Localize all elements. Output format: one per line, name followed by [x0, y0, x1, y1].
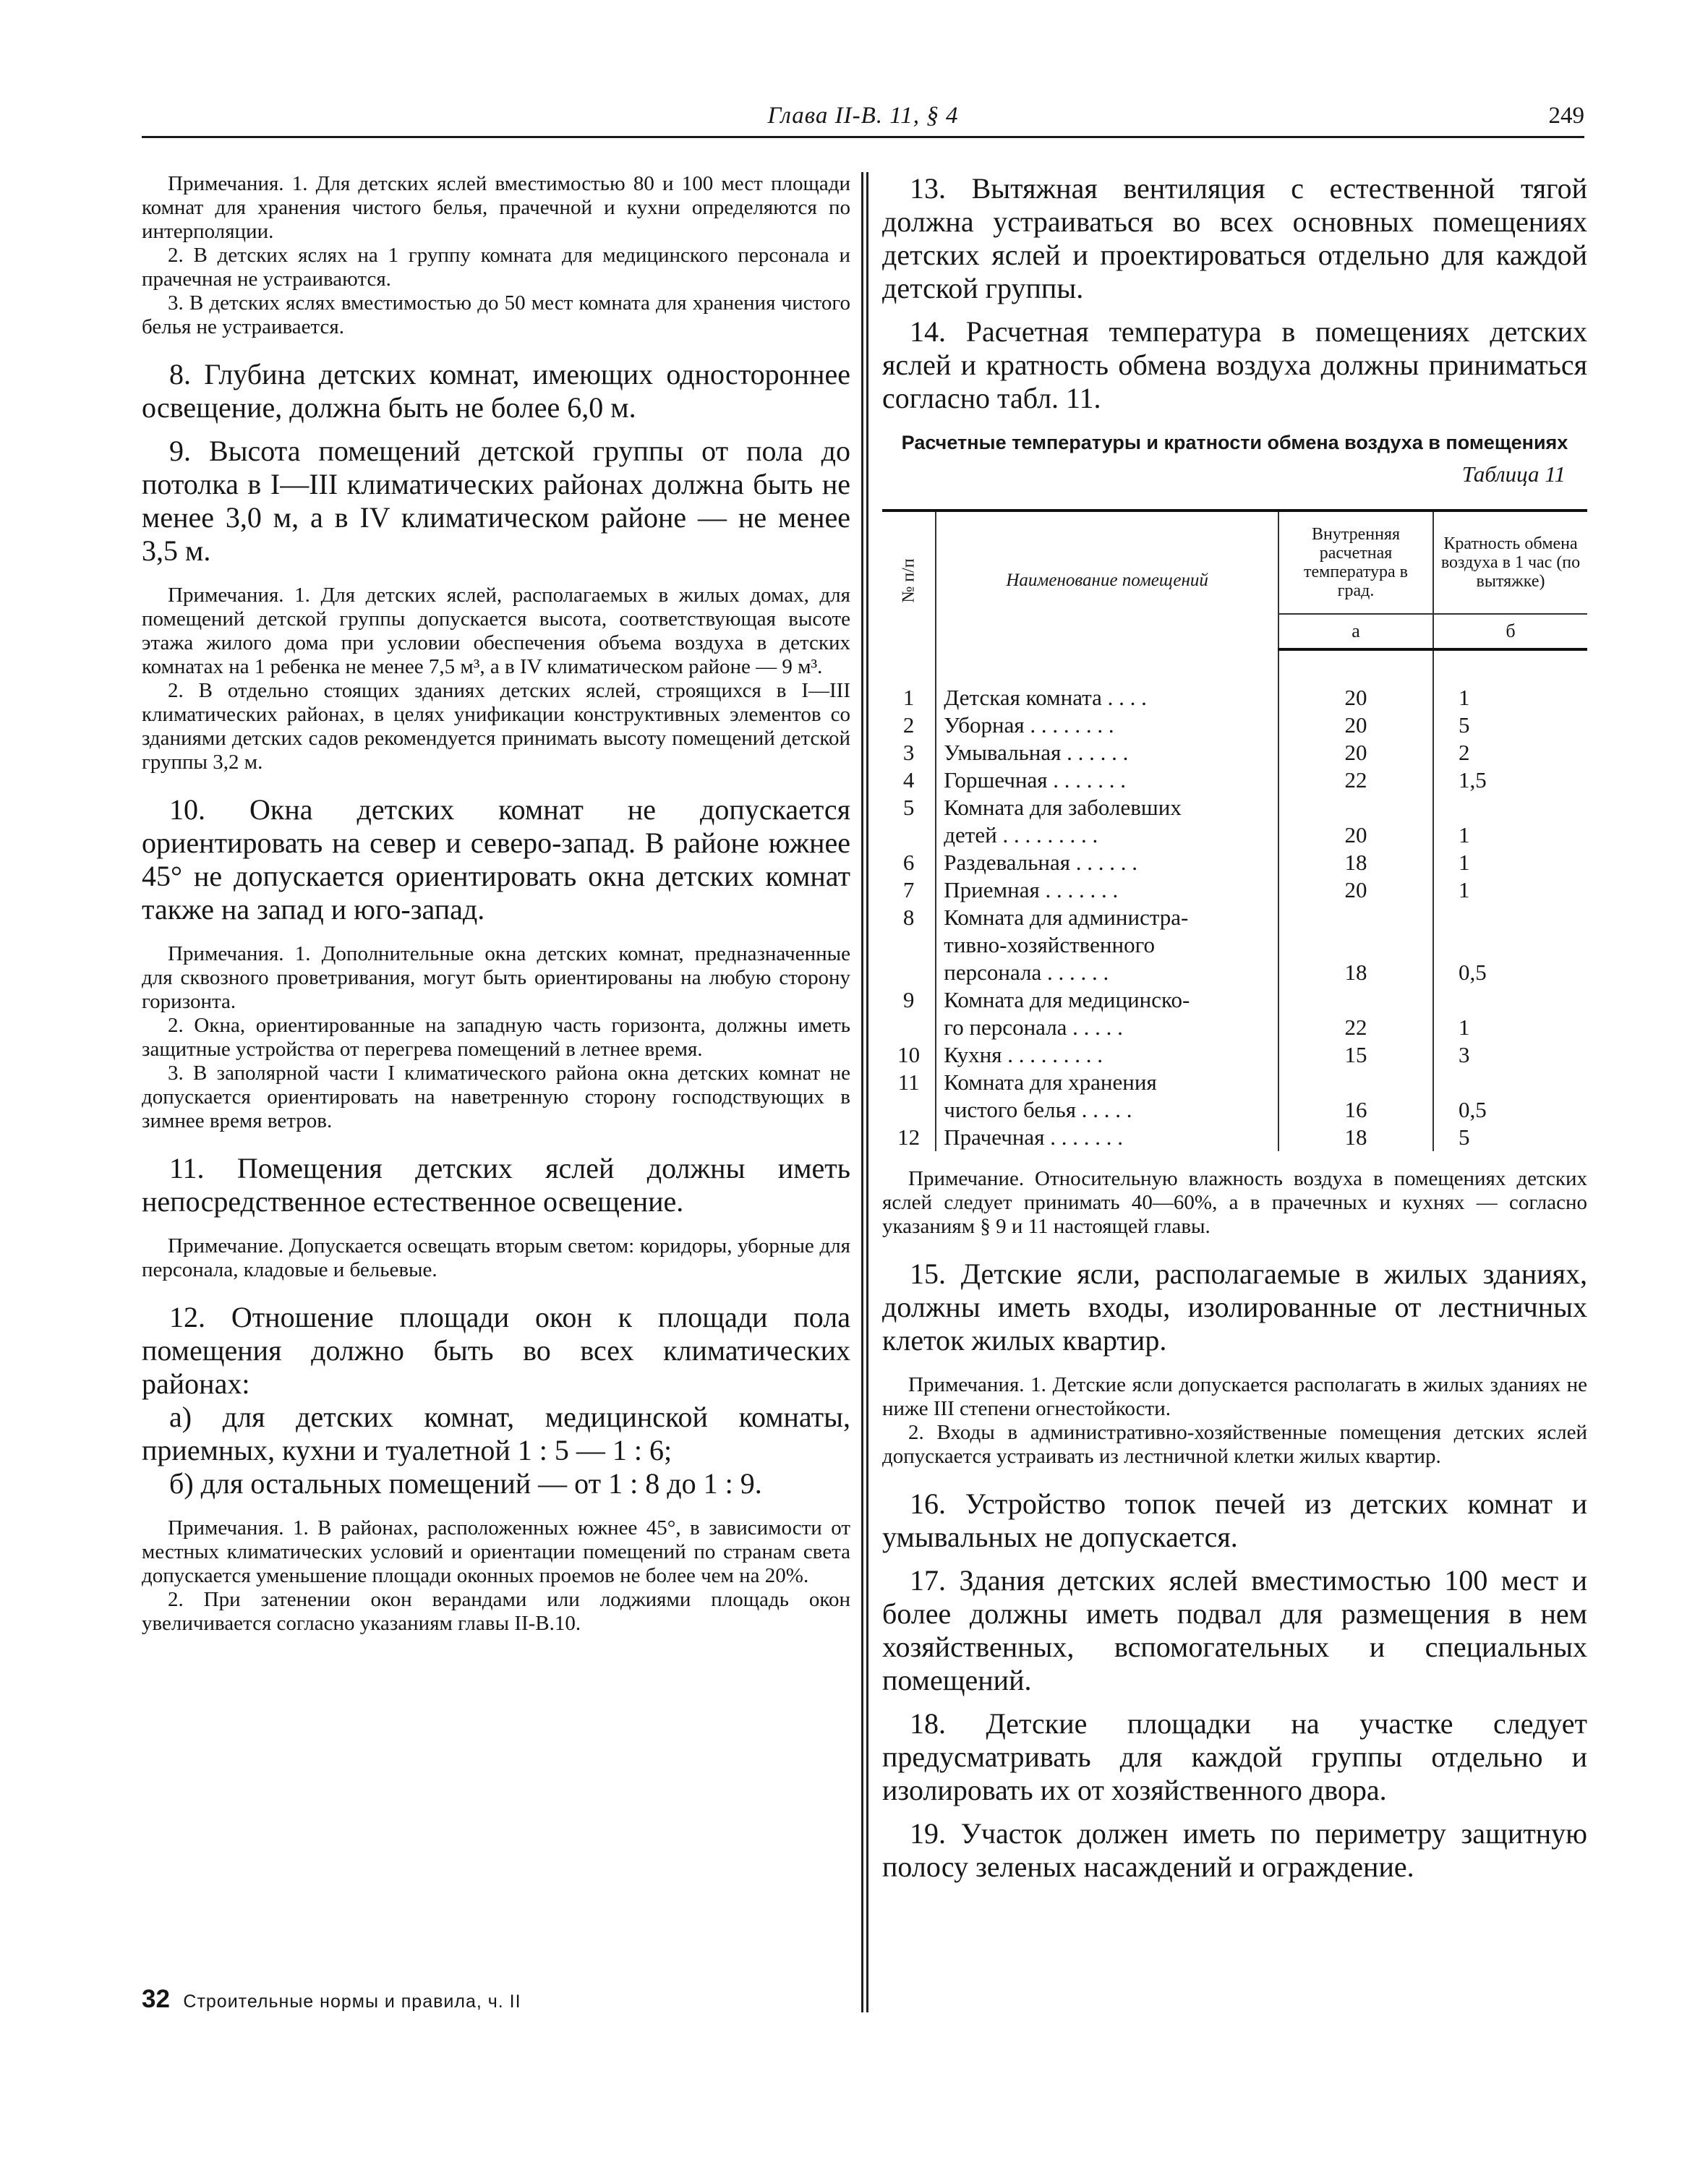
paragraph-8: 8. Глубина детских комнат, имеющих одностороннее освещение, должна быть не более 6,0 м.	[142, 358, 850, 424]
note-text: 2. Окна, ориентированные на западную часть горизонта, должны иметь защитные устройства от перегрева помещений в летнее время.	[142, 1014, 850, 1061]
row-exchange-rate: 0,5	[1459, 960, 1487, 985]
paragraph-12b: б) для остальных помещений — от 1 : 8 до 1 : 9.	[169, 1467, 762, 1500]
row-name: Комната для заболевших	[936, 794, 1278, 821]
table-row	[882, 849, 1587, 876]
row-name: Горшечная . . . . . . .	[936, 766, 1278, 794]
row-exchange-rate	[1433, 794, 1587, 821]
row-exchange-rate	[1433, 904, 1587, 931]
row-number: 9	[882, 986, 936, 1014]
notes-block-15	[882, 1373, 1587, 1469]
note-text: Примечания. 1. Для детских яслей вместимостью 80 и 100 мест площади комнат для хранения чистого белья, прачечной и кухни определяются по интерполяции.	[142, 172, 850, 243]
row-temperature: 18	[1278, 849, 1433, 876]
note-text: Примечания. 1. Для детских яслей, располагаемых в жилых домах, для помещений детской группы допускается высота, соответствующая высоте этажа жилого дома при условии обеспечения объема воздуха в детских комнатах на 1 ребенка не менее 7,5 м³, а в IV климатическом районе — 9 м³.	[142, 584, 850, 678]
notes-block-10	[142, 942, 850, 1133]
table-row	[882, 821, 1587, 849]
row-number	[882, 1096, 936, 1124]
column-subheader-b: б	[1433, 614, 1587, 649]
row-number	[882, 1014, 936, 1041]
right-column	[882, 172, 1587, 1894]
table-row	[882, 931, 1587, 959]
note-text: Примечания. 1. В районах, расположенных южнее 45°, в зависимости от местных климатических условий и ориентации помещений по странам света допускается уменьшение площади оконных проемов не более чем на 20%.	[142, 1516, 850, 1587]
row-exchange-rate: 1	[1459, 1015, 1470, 1040]
note-text: Примечание. Допускается освещать вторым светом: коридоры, уборные для персонала, кладовые и бельевые.	[142, 1234, 850, 1281]
row-exchange-rate: 1	[1459, 822, 1470, 847]
row-exchange-rate: 2	[1459, 740, 1470, 765]
row-name: тивно-хозяйственного	[936, 931, 1278, 959]
row-name: Уборная . . . . . . . .	[936, 712, 1278, 739]
row-number: 6	[882, 849, 936, 876]
row-name: Кухня . . . . . . . . .	[936, 1041, 1278, 1069]
row-temperature	[1278, 931, 1433, 959]
column-divider-right	[866, 172, 868, 2012]
row-exchange-rate	[1433, 931, 1587, 959]
column-header-exchange-rate: Кратность обмена воздуха в 1 час (по вытяжке)	[1433, 511, 1587, 614]
row-exchange-rate: 3	[1459, 1042, 1470, 1067]
row-temperature: 22	[1278, 766, 1433, 794]
row-number: 10	[882, 1041, 936, 1069]
row-temperature: 22	[1278, 1014, 1433, 1041]
row-name: персонала . . . . . .	[936, 959, 1278, 986]
column-header-name: Наименование помещений	[936, 511, 1278, 649]
row-number: 8	[882, 904, 936, 931]
row-temperature: 18	[1278, 959, 1433, 986]
row-name: Раздевальная . . . . . .	[936, 849, 1278, 876]
row-name: Умывальная . . . . . .	[936, 739, 1278, 766]
paragraph-9: 9. Высота помещений детской группы от пола до потолка в I—III климатических районах должна быть не менее 3,0 м, а в IV климатическом районе — не менее 3,5 м.	[142, 435, 850, 567]
row-exchange-rate: 1	[1459, 877, 1470, 902]
paragraph-17: 17. Здания детских яслей вместимостью 100 мест и более должны иметь подвал для размещения в нем хозяйственных, вспомогательных и специальных помещений.	[882, 1564, 1587, 1696]
paragraph-11: 11. Помещения детских яслей должны иметь непосредственное естественное освещение.	[142, 1152, 850, 1218]
footer-number: 32	[142, 1985, 170, 2013]
note-text: Примечания. 1. Детские ясли допускается располагать в жилых зданиях не ниже III степени огнестойкости.	[882, 1373, 1587, 1420]
row-name: Комната для медицинско-	[936, 986, 1278, 1014]
note-text: 2. Входы в административно-хозяйственные помещения детских яслей допускается устраивать из лестничной клетки жилых квартир.	[882, 1421, 1587, 1468]
row-temperature: 18	[1278, 1124, 1433, 1151]
table-row	[882, 1069, 1587, 1096]
table-row	[882, 986, 1587, 1014]
row-name: Прачечная . . . . . . .	[936, 1124, 1278, 1151]
table-row	[882, 1014, 1587, 1041]
row-temperature	[1278, 794, 1433, 821]
row-temperature	[1278, 986, 1433, 1014]
row-temperature	[1278, 904, 1433, 931]
row-number: 4	[882, 766, 936, 794]
table-row	[882, 904, 1587, 931]
row-number	[882, 931, 936, 959]
paragraph-18: 18. Детские площадки на участке следует предусматривать для каждой группы отдельно и изолировать их от хозяйственного двора.	[882, 1707, 1587, 1806]
note-text: 3. В заполярной части I климатического района окна детских комнат не допускается ориентировать на наветренную сторону господствующих в зимнее время ветров.	[142, 1062, 850, 1132]
paragraph-15: 15. Детские ясли, располагаемые в жилых зданиях, должны иметь входы, изолированные от лестничных клеток жилых квартир.	[882, 1257, 1587, 1357]
row-number: 7	[882, 876, 936, 904]
table-row	[882, 684, 1587, 712]
table-row	[882, 766, 1587, 794]
note-text: 2. В отдельно стоящих зданиях детских яслей, строящихся в I—III климатических районах, в целях унификации конструктивных элементов со зданиями детских садов рекомендуется принимать высоту помещений детской группы 3,2 м.	[142, 679, 850, 774]
table-row	[882, 794, 1587, 821]
footer-text: Строительные нормы и правила, ч. II	[183, 1991, 521, 2012]
row-number: 1	[882, 684, 936, 712]
column-header-temperature: Внутренняя расчетная температура в град.	[1278, 511, 1433, 614]
row-temperature: 20	[1278, 684, 1433, 712]
note-text: 2. При затенении окон верандами или лоджиями площадь окон увеличивается согласно указаниям главы II-В.10.	[142, 1588, 850, 1635]
row-exchange-rate: 1,5	[1459, 767, 1487, 793]
notes-block-9	[142, 584, 850, 774]
paragraph-19: 19. Участок должен иметь по периметру защитную полосу зеленых насаждений и ограждение.	[882, 1817, 1587, 1883]
page-footer	[142, 1985, 521, 2014]
table-body	[882, 649, 1587, 1151]
row-exchange-rate: 1	[1459, 685, 1470, 710]
row-number	[882, 959, 936, 986]
paragraph-12: 12. Отношение площади окон к площади пола помещения должно быть во всех климатических районах:	[142, 1301, 850, 1400]
paragraph-12a: а) для детских комнат, медицинской комнаты, приемных, кухни и туалетной 1 : 5 — 1 : 6;	[142, 1401, 850, 1466]
row-temperature	[1278, 1069, 1433, 1096]
note-text: Примечания. 1. Дополнительные окна детских комнат, предназначенные для сквозного проветривания, могут быть ориентированы на любую сторону горизонта.	[142, 942, 850, 1013]
row-number	[882, 821, 936, 849]
row-name: Комната для хранения	[936, 1069, 1278, 1096]
table-row	[882, 1041, 1587, 1069]
row-number: 3	[882, 739, 936, 766]
notes-block-1	[142, 172, 850, 339]
note-text: Примечание. Относительную влажность воздуха в помещениях детских яслей следует принимать 40—60%, а в прачечных и кухнях — согласно указаниям § 9 и 11 настоящей главы.	[882, 1167, 1587, 1238]
row-name: чистого белья . . . . .	[936, 1096, 1278, 1124]
row-exchange-rate: 5	[1459, 712, 1470, 738]
notes-block-11	[142, 1234, 850, 1282]
table-row	[882, 739, 1587, 766]
row-temperature: 20	[1278, 712, 1433, 739]
row-temperature: 15	[1278, 1041, 1433, 1069]
note-text: 2. В детских яслях на 1 группу комната для медицинского персонала и прачечная не устраиваются.	[142, 244, 850, 291]
table-row	[882, 876, 1587, 904]
paragraph-10: 10. Окна детских комнат не допускается ориентировать на север и северо-запад. В районе южнее 45° не допускается ориентировать окна детских комнат также на запад и юго-запад.	[142, 793, 850, 926]
data-table	[882, 509, 1587, 1151]
column-divider-left	[861, 172, 863, 2012]
row-temperature: 20	[1278, 876, 1433, 904]
row-number: 5	[882, 794, 936, 821]
table-row	[882, 959, 1587, 986]
row-exchange-rate: 5	[1459, 1124, 1470, 1150]
table-row	[882, 712, 1587, 739]
table-row	[882, 1124, 1587, 1151]
row-name: го персонала . . . . .	[936, 1014, 1278, 1041]
table-label: Таблица 11	[1461, 461, 1566, 487]
notes-block-12	[142, 1516, 850, 1636]
left-column	[142, 172, 850, 1654]
row-number: 2	[882, 712, 936, 739]
paragraph-16: 16. Устройство топок печей из детских комнат и умывальных не допускается.	[882, 1487, 1587, 1553]
row-temperature: 20	[1278, 821, 1433, 849]
table-row	[882, 1096, 1587, 1124]
paragraph-13: 13. Вытяжная вентиляция с естественной тягой должна устраиваться во всех основных помещениях детских яслей и проектироваться отдельно для каждой детской группы.	[882, 172, 1587, 304]
column-subheader-a: а	[1278, 614, 1433, 649]
row-number: 11	[882, 1069, 936, 1096]
row-exchange-rate: 1	[1459, 850, 1470, 875]
row-exchange-rate	[1433, 986, 1587, 1014]
row-temperature: 16	[1278, 1096, 1433, 1124]
row-name: Приемная . . . . . . .	[936, 876, 1278, 904]
row-exchange-rate	[1433, 1069, 1587, 1096]
page-header	[142, 103, 1584, 138]
table-note	[882, 1167, 1587, 1239]
note-text: 3. В детских яслях вместимостью до 50 мест комната для хранения чистого белья не устраивается.	[142, 291, 850, 338]
row-number: 12	[882, 1124, 936, 1151]
row-name: детей . . . . . . . . .	[936, 821, 1278, 849]
row-name: Детская комната . . . .	[936, 684, 1278, 712]
paragraph-14: 14. Расчетная температура в помещениях детских яслей и кратность обмена воздуха должны приниматься согласно табл. 11.	[882, 315, 1587, 414]
page-number: 249	[1548, 103, 1584, 129]
row-name: Комната для администра-	[936, 904, 1278, 931]
column-header-number: № п/п	[882, 511, 936, 649]
row-exchange-rate: 0,5	[1459, 1097, 1487, 1122]
table-caption: Расчетные температуры и кратности обмена воздуха в помещениях	[901, 432, 1568, 453]
row-temperature: 20	[1278, 739, 1433, 766]
running-title: Глава II-В. 11, § 4	[767, 103, 959, 129]
